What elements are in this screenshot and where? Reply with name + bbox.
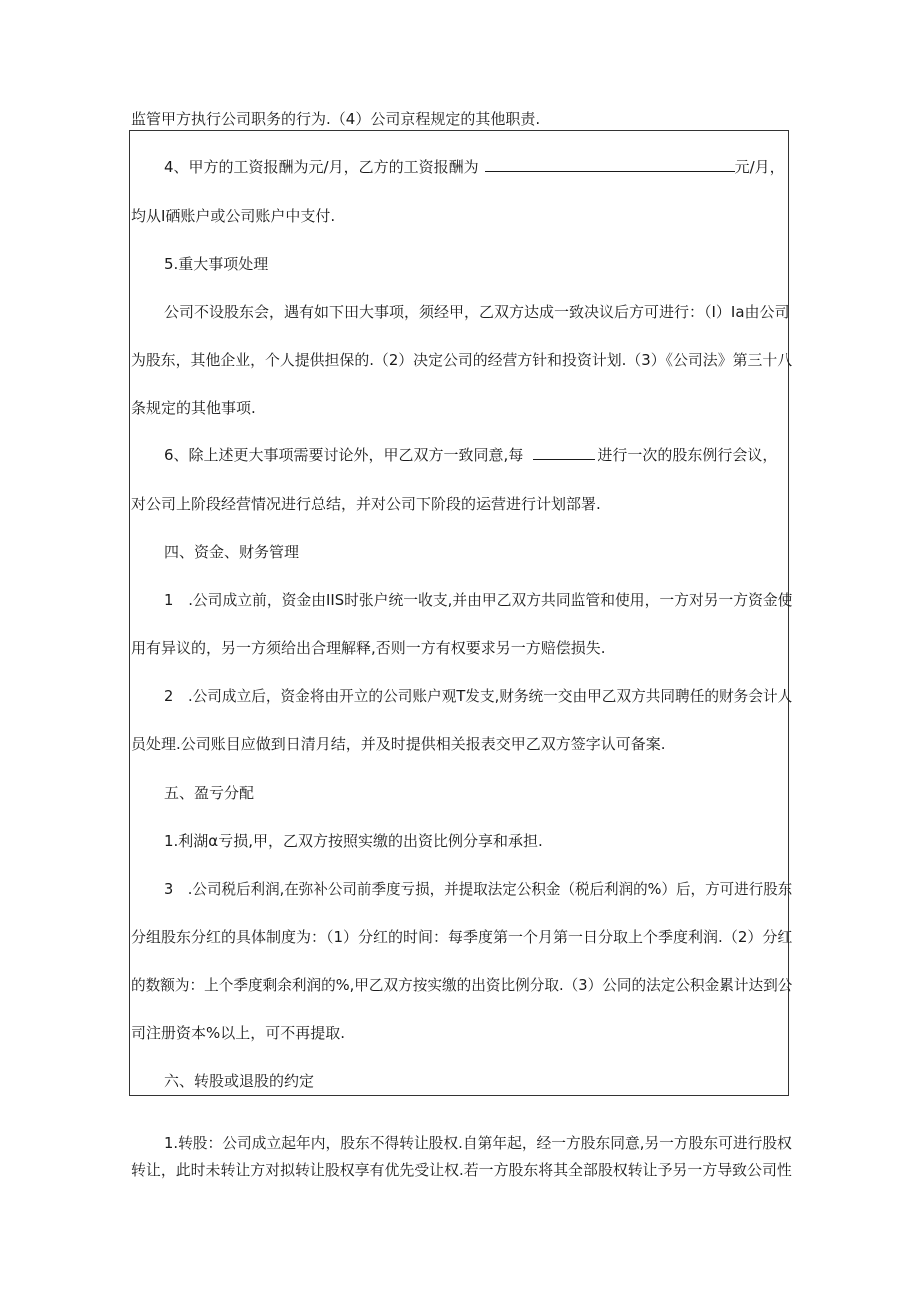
transfer-item-1: 1.转股：公司成立起年内，股东不得转让股权.自第年起，经一方股东同意,另一方股东可进行股权: [164, 1134, 792, 1152]
top-line: 监管甲方执行公司职务的行为.（4）公司京程规定的其他职责.: [131, 110, 541, 128]
profit-heading: 五、盈亏分配: [164, 784, 255, 802]
salary-unit: 元/月，: [734, 158, 785, 176]
meetings-clause: [164, 445, 777, 465]
salary-clause: [164, 157, 785, 177]
profit-item-3: 司注册资本%以上，可不再提取.: [131, 1024, 346, 1042]
major-matters-line: 条规定的其他事项.: [131, 399, 256, 417]
salary-text: 4、甲方的工资报酬为元/月，乙方的工资报酬为: [164, 158, 479, 176]
finance-item-1: 用有异议的，另一方须给出合理解释,否则一方有权要求另一方赔偿损失.: [131, 639, 606, 657]
major-matters-heading: 5.重大事项处理: [164, 255, 269, 273]
contract-table-cell: [129, 130, 789, 1096]
salary-blank[interactable]: [485, 157, 735, 172]
finance-heading: 四、资金、财务管理: [164, 543, 300, 561]
finance-item-2: 员处理.公司账目应做到日清月结，并及时提供相关报表交甲乙双方签字认可备案.: [131, 735, 666, 753]
major-matters-line: 公司不设股东会，遇有如下田大事项，须经甲，乙双方达成一致决议后方可进行：（I）Ia由公司: [164, 303, 790, 321]
salary-clause-line2: 均从I硒账户或公司账户中支付.: [131, 207, 336, 225]
finance-item-1: 1 .公司成立前，资金由IIS时张户统一收支,并由甲乙双方共同监管和使用，一方对另一方资金使: [164, 591, 793, 609]
profit-item-1: 1.利湖α亏损,甲，乙双方按照实缴的出资比例分享和承担.: [164, 832, 543, 850]
finance-item-2: 2 .公司成立后，资金将由开立的公司账户观T发支,财务统一交由甲乙双方共同聘任的财务会计人: [164, 687, 793, 705]
meetings-text: 6、除上述更大事项需要讨论外，甲乙双方一致同意,每: [164, 446, 524, 464]
profit-item-3: 的数额为：上个季度剩余利润的%,甲乙双方按实缴的出资比例分取.（3）公同的法定公积金累计达到公: [131, 976, 793, 994]
transfer-item-1: 转让，此时未转让方对拟转让股权享有优先受让权.若一方股东将其全部股权转让予另一方导致公司性: [131, 1161, 792, 1179]
transfer-heading: 六、转股或退股的约定: [164, 1072, 315, 1090]
profit-item-3: 3 .公司税后利润,在弥补公司前季度亏损，并提取法定公积金（税后利润的%）后，方可进行股东: [164, 880, 793, 898]
meetings-text-suffix: 进行一次的股东例行会议，: [597, 446, 778, 464]
major-matters-line: 为股东，其他企业，个人提供担保的.（2）决定公司的经营方针和投资计划.（3）《公司法》第三十八: [131, 351, 793, 369]
meetings-clause-line2: 对公司上阶段经营情况进行总结，并对公司下阶段的运营进行计划部署.: [131, 495, 601, 513]
profit-item-3: 分组股东分红的具体制度为：（1）分红的时间：每季度第一个月第一日分取上个季度利润.（2）分红: [131, 928, 793, 946]
meetings-blank[interactable]: [533, 445, 595, 460]
